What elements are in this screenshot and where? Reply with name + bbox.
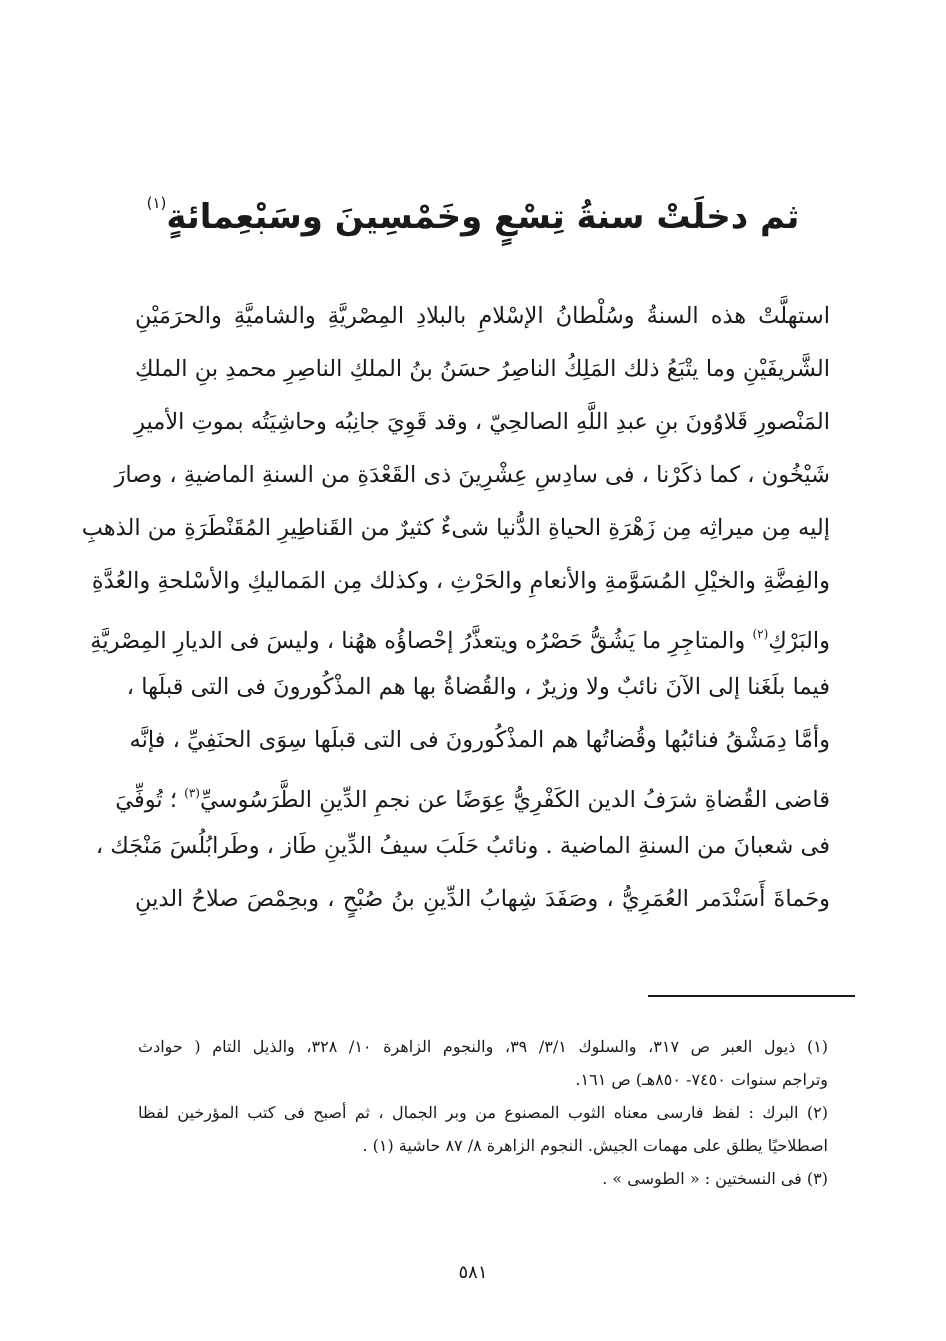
text-line: المَنْصورِ قَلاوُونَ بنِ عبدِ اللَّهِ الصالحِيّ ، وقد قَوِيَ جانِبُه وحاشِيَتُه بموتِ الأميرِ (134, 409, 830, 435)
main-text (81, 290, 830, 926)
text-line: الشَّريفَيْنِ وما يتْبَعُ ذلك المَلِكُ الناصِرُ حسَنُ بنُ الملكِ الناصِرِ محمدِ بنِ الملكِ (135, 356, 830, 382)
footnotes (138, 1030, 828, 1195)
footnote-line: اصطلاحيًا يطلق على مهمات الجيش. النجوم الزاهرة ٨/ ٨٧ حاشية (١) . (362, 1136, 828, 1155)
footnote-marker: (٢) (752, 627, 769, 641)
page-number: ٥٨١ (458, 1262, 488, 1283)
chapter-title (120, 173, 826, 247)
text-line: والفِضَّةِ والخيْلِ المُسَوَّمةِ والأنعامِ والحَرْثِ ، وكذلك مِن المَماليكِ والأسْلحةِ والعُدَّةِ (91, 568, 830, 594)
text-line: استهلَّتْ هذه السنةُ وسُلْطانُ الإسْلامِ بالبلادِ المِصْريَّةِ والشاميَّةِ والحرَمَيْنِ (135, 303, 830, 329)
title-footnote-marker: (١) (146, 193, 167, 212)
text-line: وأمَّا دِمَشْقُ فنائبُها وقُضاتُها هم المذْكُورونَ فى التى قبلَها سِوَى الحنَفِيِّ ، فإنَّه (129, 727, 830, 753)
footnote-line: (٢) البرك : لفظ فارسى معناه الثوب المصنوع من وبر الجمال ، ثم أصبح فى كتب المؤرخين لفظا (138, 1103, 828, 1122)
text-line: فيما بلَغَنا إلى الآنَ نائبٌ ولا وزيرٌ ، والقُضاةُ بها هم المذْكُورونَ فى التى قبلَها ، (126, 674, 830, 700)
text-line: إليه مِن ميراثِه مِن زَهْرَةِ الحياةِ الدُّنيا شىءٌ كثيرٌ من القَناطِيرِ المُقَنْطَرَةِ من الذهبِ (81, 515, 830, 541)
footnote-line: وتراجم سنوات ٧٤٥٠- ٨٥٠هـ) ص ١٦١. (575, 1070, 828, 1089)
text-line: فى شعبانَ من السنةِ الماضية . ونائبُ حَلَبَ سيفُ الدِّينِ طَاز ، وطَرابُلُسَ مَنْجَك ، (95, 833, 830, 859)
footnote-line: (١) ذيول العبر ص ٣١٧، والسلوك ٣/١/ ٣٩، والنجوم الزاهرة ١٠/ ٣٢٨، والذيل التام ( حوادث (138, 1037, 829, 1056)
chapter-title-text: ثم دخلَتْ سنةُ تِسْعٍ وخَمْسِينَ وسَبْعِمائةٍ (166, 196, 800, 237)
text-line: شَيْخُون ، كما ذكَرْنا ، فى سادِسِ عِشْرِينَ ذى القَعْدَةِ من السنةِ الماضيةِ ، وصارَ (114, 462, 830, 488)
text-line: والبَرْكِ$^{(٢)}$ والمتاجِرِ ما يَشُقُّ حَصْرُه ويتعذَّرُ إحْصاؤُه ههُنا ، وليسَ فى الديارِ المِصْريَّةِ (90, 627, 830, 654)
footnote-line: (٣) فى النسختين : « الطوسى » . (602, 1169, 828, 1188)
text-line: قاضى القُضاةِ شرَفُ الدين الكَفْرِيُّ عِوَضًا عن نجمِ الدِّينِ الطَّرَسُوسيِّ$^{(٣)}$ ؛ تُوفِّيَ (115, 786, 830, 813)
footnote-marker: (٣) (184, 786, 200, 800)
text-line: وحَماةَ أَسَنْدَمر العُمَرِيُّ ، وصَفَدَ شِهابُ الدِّينِ بنُ صُبْحٍ ، وبحِمْصَ صلاحُ الدينِ (135, 886, 830, 912)
footnote-separator (648, 995, 855, 997)
